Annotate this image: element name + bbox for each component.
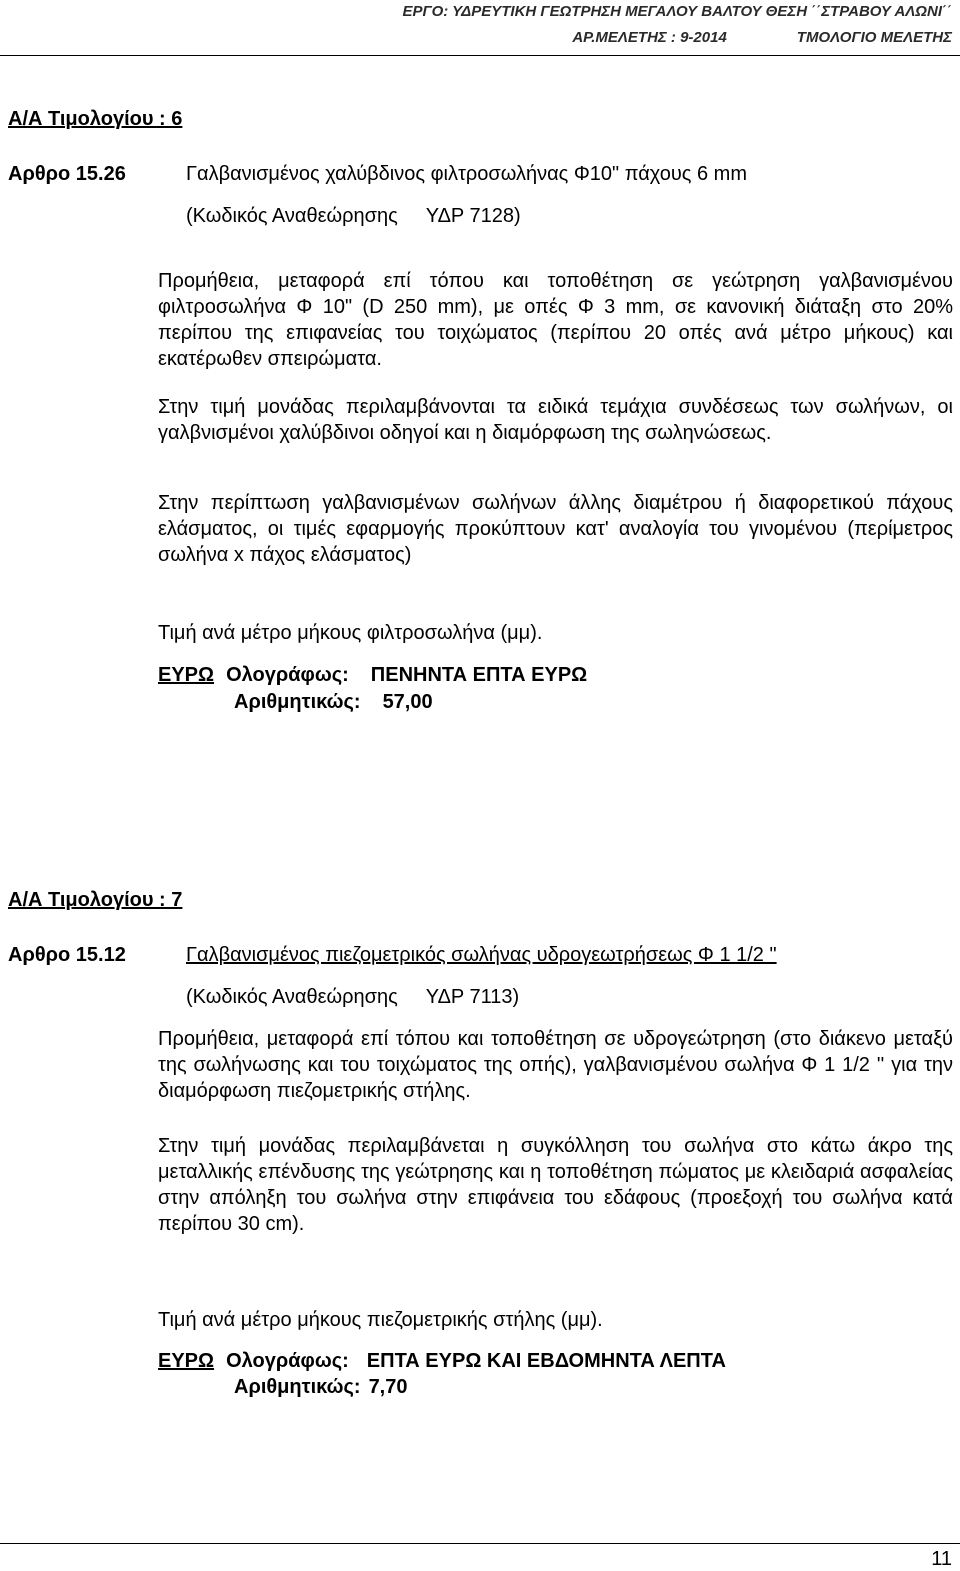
- item-6-article: Αρθρο 15.26: [8, 163, 126, 185]
- item-6-code: [186, 205, 521, 228]
- header-study-no: ΑΡ.ΜΕΛΕΤΗΣ : 9-2014: [572, 29, 727, 46]
- item-6-price-words: [158, 664, 587, 687]
- item-6-aa-label: Α/Α Τιμολογίου : 6: [8, 108, 183, 130]
- item-7-aa-label: Α/Α Τιμολογίου : 7: [8, 889, 183, 911]
- item-7-title: Γαλβανισμένος πιεζομετρικός σωλήνας υδρογεωτρήσεως Φ 1 1/2 ": [186, 944, 777, 966]
- item-6-currency: ΕΥΡΩ: [158, 664, 215, 686]
- item-7-code-value: ΥΔΡ 7113): [425, 986, 520, 1008]
- item-7-price-number: [234, 1376, 408, 1399]
- item-7-code-label: (Κωδικός Αναθεώρησης: [186, 986, 398, 1008]
- item-7-num-value: 7,70: [368, 1376, 408, 1398]
- header-project: ΕΡΓΟ: ΥΔΡΕΥΤΙΚΗ ΓΕΩΤΡΗΣΗ ΜΕΓΑΛΟΥ ΒΑΛΤΟΥ ΘΕΣΗ ΄΄ΣΤΡΑΒΟΥ ΑΛΩΝΙ΄΄: [402, 3, 952, 20]
- header-divider: [0, 55, 960, 56]
- item-6-num-label: Αριθμητικώς:: [234, 691, 361, 713]
- item-7-paragraph-2: Στην τιμή μονάδας περιλαμβάνεται η συγκόλληση του σωλήνα στο κάτω άκρο της μεταλλικής επένδυσης της γεώτρησης και η τοποθέτηση πώματος με κλειδαριά ασφαλείας στην απόληξη του σωλήνα στην επιφάνεια του εδάφους (προεξοχή του σωλήνα κατά περίπου 30 cm).: [158, 1135, 953, 1235]
- item-6-code-value: ΥΔΡ 7128): [425, 205, 521, 227]
- item-7-num-label: Αριθμητικώς:: [234, 1376, 361, 1398]
- footer-divider: [0, 1543, 960, 1544]
- item-7-article: Αρθρο 15.12: [8, 944, 126, 966]
- item-6-price-number: [234, 691, 433, 714]
- item-7-code: [186, 986, 519, 1009]
- item-6-title: Γαλβανισμένος χαλύβδινος φιλτροσωλήνας Φ10" πάχους 6 mm: [186, 163, 747, 185]
- item-7-words-label: Ολογράφως:: [226, 1350, 349, 1372]
- item-7-paragraph-1: Προμήθεια, μεταφορά επί τόπου και τοποθέτηση σε υδρογεώτρηση (στο διάκενο μεταξύ της σωλήνωσης και του τοιχώματος της οπής), γαλβανισμένου σωλήνα Φ 1 1/2 '' για την διαμόρφωση πιεζομετρικής στήλης.: [158, 1028, 953, 1102]
- page-number: 11: [931, 1548, 952, 1570]
- item-6-unit-price-text: Τιμή ανά μέτρο μήκους φιλτροσωλήνα (μμ).: [158, 622, 543, 644]
- item-6-code-label: (Κωδικός Αναθεώρησης: [186, 205, 398, 227]
- header-study-line: [572, 29, 952, 46]
- item-7-unit-price-text: Τιμή ανά μέτρο μήκους πιεζομετρικής στήλης (μμ).: [158, 1309, 603, 1331]
- header-doc-type: ΤΜΟΛΟΓΙΟ ΜΕΛΕΤΗΣ: [796, 29, 952, 46]
- item-6-words-value: ΠΕΝΗΝΤΑ ΕΠΤΑ ΕΥΡΩ: [370, 664, 588, 686]
- item-6-paragraph-2: Στην τιμή μονάδας περιλαμβάνονται τα ειδικά τεμάχια συνδέσεως των σωλήνων, οι γαλβνισμένοι χαλύβδινοι οδηγοί και η διαμόρφωση της σωληνώσεως.: [158, 396, 953, 444]
- item-6-paragraph-3: Στην περίπτωση γαλβανισμένων σωλήνων άλλης διαμέτρου ή διαφορετικού πάχους ελάσματος, οι τιμές εφαρμογής προκύπτουν κατ' αναλογία του γινομένου (περίμετρος σωλήνα x πάχος ελάσματος): [158, 492, 953, 566]
- item-6-num-value: 57,00: [382, 691, 433, 713]
- item-6-paragraph-1: Προμήθεια, μεταφορά επί τόπου και τοποθέτηση σε γεώτρηση γαλβανισμένου φιλτροσωλήνα Φ 10" (D 250 mm), με οπές Φ 3 mm, σε κανονική διάταξη στο 20% περίπου της επιφανείας του τοιχώματος (περίπου 20 οπές ανά μέτρο μήκους) και εκατέρωθεν σπειρώματα.: [158, 270, 953, 370]
- item-7-currency: ΕΥΡΩ: [158, 1350, 215, 1372]
- item-6-words-label: Ολογράφως:: [226, 664, 349, 686]
- item-7-words-value: ΕΠΤΑ ΕΥΡΩ ΚΑΙ ΕΒΔΟΜΗΝΤΑ ΛΕΠΤΑ: [366, 1350, 726, 1372]
- item-7-price-words: [158, 1350, 726, 1373]
